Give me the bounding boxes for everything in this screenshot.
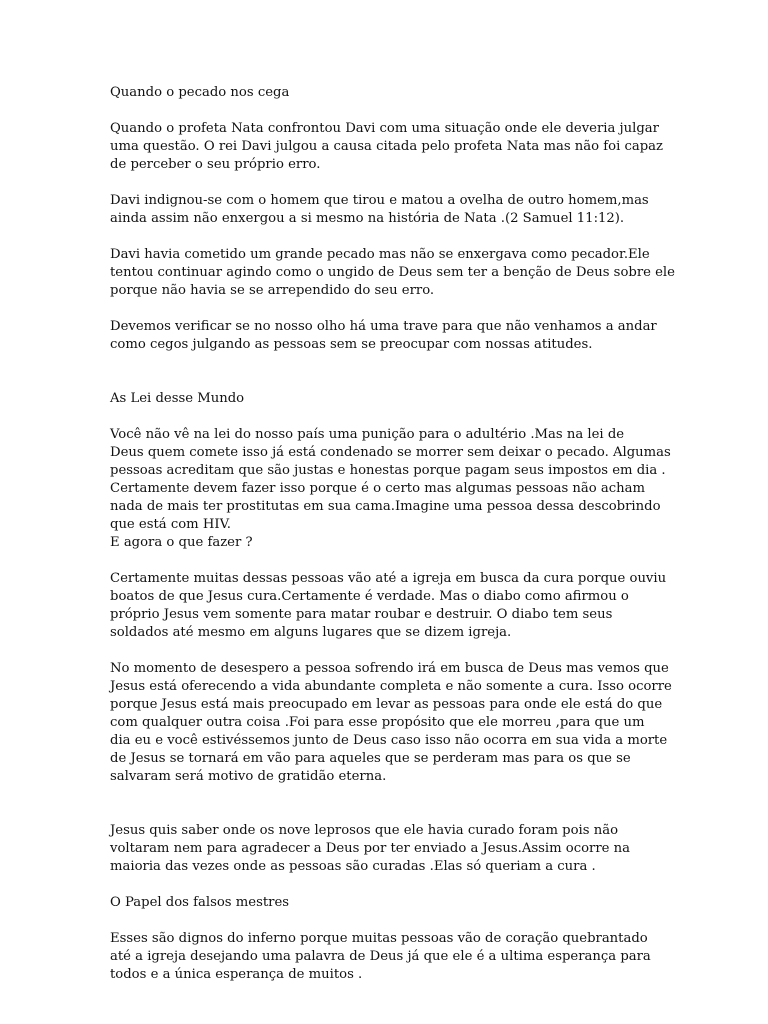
text-line: Quando o profeta Nata confrontou Davi com uma situação onde ele deveria julgar (110, 121, 659, 136)
paragraph (110, 192, 670, 228)
paragraph (110, 246, 675, 300)
text-line: Jesus quis saber onde os nove leprosos que ele havia curado foram pois não (110, 823, 619, 838)
text-line: como cegos julgando as pessoas sem se preocupar com nossas atitudes. (110, 337, 593, 352)
text-line: com qualquer outra coisa .Foi para esse propósito que ele morreu ,para que um (110, 715, 645, 730)
text-line: de Jesus se tornará em vão para aqueles que se perderam mas para os que se (110, 751, 631, 766)
text-line: salvaram será motivo de gratidão eterna. (110, 769, 387, 784)
paragraph (110, 570, 670, 642)
text-line: Você não vê na lei do nosso país uma punição para o adultério .Mas na lei de (110, 427, 625, 442)
text-line: boatos de que Jesus cura.Certamente é verdade. Mas o diabo como afirmou o (110, 589, 629, 604)
text-line: No momento de desespero a pessoa sofrendo irá em busca de Deus mas vemos que (110, 661, 669, 676)
text-line: Certamente devem fazer isso porque é o certo mas algumas pessoas não acham (110, 481, 646, 496)
heading-as-lei-desse-mundo: As Lei desse Mundo (110, 391, 245, 406)
text-line: Esses são dignos do inferno porque muitas pessoas vão de coração quebrantado (110, 931, 648, 946)
text-line: maioria das vezes onde as pessoas são curadas .Elas só queriam a cura . (110, 859, 596, 874)
text-line: Devemos verificar se no nosso olho há uma trave para que não venhamos a andar (110, 319, 657, 334)
text-line: todos e a única esperança de muitos . (110, 967, 363, 982)
text-line: nada de mais ter prostitutas em sua cama.Imagine uma pessoa dessa descobrindo (110, 499, 661, 514)
text-line: uma questão. O rei Davi julgou a causa citada pelo profeta Nata mas não foi capaz (110, 139, 663, 154)
text-line: ainda assim não enxergou a si mesmo na história de Nata .(2 Samuel 11:12). (110, 211, 625, 226)
text-line: Deus quem comete isso já está condenado se morrer sem deixar o pecado. Algumas (110, 445, 671, 460)
text-line: Jesus está oferecendo a vida abundante completa e não somente a cura. Isso ocorre (110, 679, 672, 694)
paragraph (110, 426, 670, 552)
document-page (110, 84, 675, 984)
paragraph (110, 120, 670, 174)
paragraph (110, 660, 670, 786)
text-line: até a igreja desejando uma palavra de Deus já que ele é a ultima esperança para (110, 949, 651, 964)
text-line: que está com HIV. (110, 517, 231, 532)
text-line: de perceber o seu próprio erro. (110, 157, 321, 172)
text-line: próprio Jesus vem somente para matar roubar e destruir. O diabo tem seus (110, 607, 613, 622)
text-line: Certamente muitas dessas pessoas vão até a igreja em busca da cura porque ouviu (110, 571, 667, 586)
text-line: dia eu e você estivéssemos junto de Deus caso isso não ocorra em sua vida a morte (110, 733, 668, 748)
text-line: voltaram nem para agradecer a Deus por ter enviado a Jesus.Assim ocorre na (110, 841, 631, 856)
text-line: porque Jesus está mais preocupado em levar as pessoas para onde ele está do que (110, 697, 663, 712)
text-line: pessoas acreditam que são justas e honestas porque pagam seus impostos em dia . (110, 463, 666, 478)
text-line: Davi havia cometido um grande pecado mas não se enxergava como pecador.Ele (110, 247, 650, 262)
text-line: Davi indignou-se com o homem que tirou e matou a ovelha de outro homem,mas (110, 193, 649, 208)
heading-o-papel-dos-falsos-mestres: O Papel dos falsos mestres (110, 895, 290, 910)
heading-quando-o-pecado: Quando o pecado nos cega (110, 85, 290, 100)
text-line: soldados até mesmo em alguns lugares que se dizem igreja. (110, 625, 512, 640)
text-line: porque não havia se se arrependido do seu erro. (110, 283, 435, 298)
paragraph (110, 930, 670, 984)
paragraph (110, 822, 670, 876)
text-line: E agora o que fazer ? (110, 535, 253, 550)
text-line: tentou continuar agindo como o ungido de Deus sem ter a benção de Deus sobre ele (110, 265, 675, 280)
paragraph (110, 318, 670, 354)
